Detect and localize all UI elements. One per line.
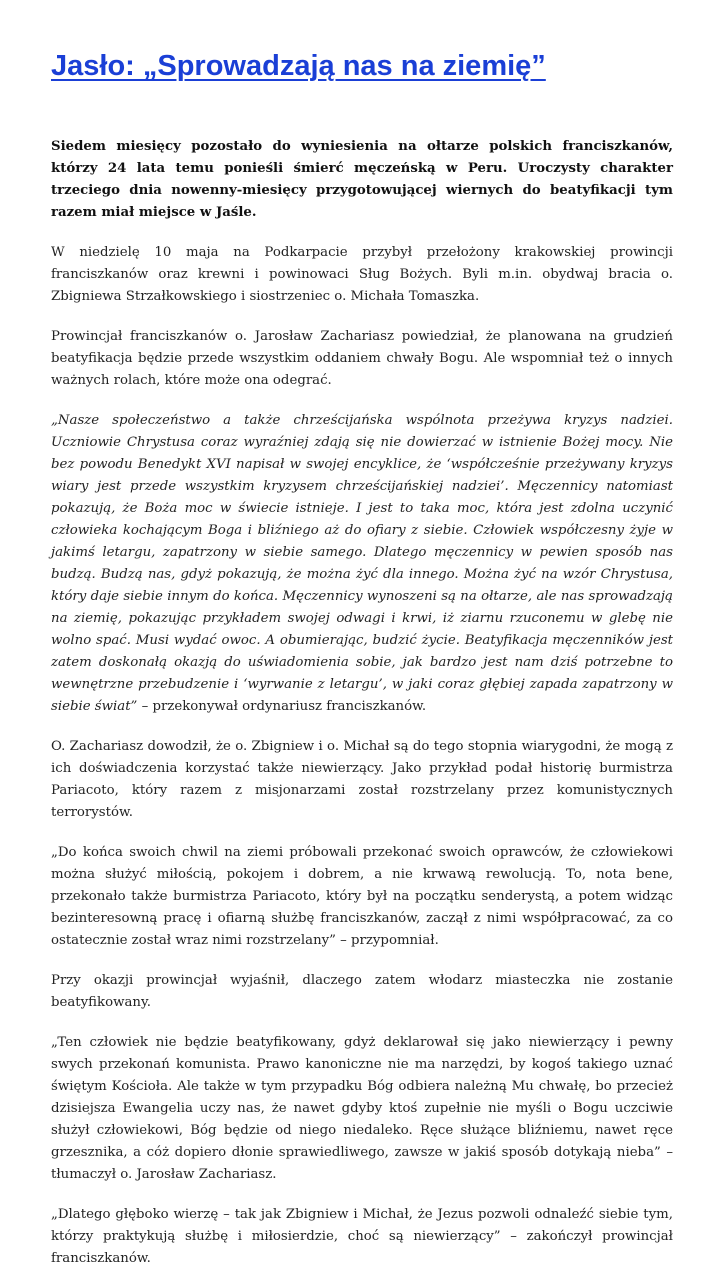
- article: [51, 40, 673, 1270]
- article-title: [51, 40, 673, 92]
- paragraph: „Do końca swoich chwil na ziemi próbowali przekonać swoich oprawców, że człowiekowi można służyć miłością, pokojem i dobrem, a nie krwawą rewolucją. To, nota bene, przekonało także burmistrza Pariacoto, który był na początku senderystą, a potem widząc bezinteresowną pracę i ofiarną służbę franciszkanów, zaczął z nimi współpracować, za co ostatecznie został wraz nimi rozstrzelany” – przypomniał.: [51, 845, 673, 948]
- paragraph: W niedzielę 10 maja na Podkarpacie przybył przełożony krakowskiej prowincji franciszkanów oraz krewni i powinowaci Sług Bożych. Byli m.in. obydwaj bracia o. Zbigniewa Strzałkowskiego i siostrzeniec o. Michała Tomaszka.: [51, 245, 673, 304]
- quote-paragraph: [51, 410, 673, 718]
- paragraph: „Ten człowiek nie będzie beatyfikowany, gdyż deklarował się jako niewierzący i pewny swych przekonań komunista. Prawo kanoniczne nie ma narzędzi, by kogoś takiego uznać świętym Kościoła. Ale także w tym przypadku Bóg odbiera należną Mu chwałę, bo przecież dzisiejsza Ewangelia uczy nas, że nawet gdyby ktoś zupełnie nie myśli o Bogu uczciwie służył człowiekowi, Bóg będzie od niego niedaleko. Ręce służące bliźniemu, nawet ręce grzesznika, a cóż dopiero dłonie sprawiedliwego, zawsze w jakiś sposób dotykają nieba” – tłumaczył o. Jarosław Zachariasz.: [51, 1035, 673, 1182]
- quote-italic-text: „Nasze społeczeństwo a także chrześcijańska wspólnota przeżywa kryzys nadziei. Uczniowie Chrystusa coraz wyraźniej zdają się nie dowierzać w istnienie Bożej mocy. Nie bez powodu Benedykt XVI napisał w swojej encyklice, że ‘współcześnie przeżywany kryzys wiary jest przede wszystkim kryzysem chrześcijańskiej nadziei’. Męczennicy natomiast pokazują, że Boża moc w świecie istnieje. I jest to taka moc, która jest zdolna uczynić człowieka kochającym Boga i bliźniego aż do ofiary z siebie. Człowiek współczesny żyje w jakimś letargu, zapatrzony w siebie samego. Dlatego męczennicy w pewien sposób nas budzą. Budzą nas, gdyż pokazują, że można żyć dla innego. Można żyć na wzór Chrystusa, który daje siebie innym do końca. Męczennicy wynoszeni są na ołtarze, ale nas sprowadzają na ziemię, pokazując przykładem swojej odwagi i krwi, iż ziarnu rzuconemu w glebę nie wolno spać. Musi wydać owoc. A obumierając, budzić życie. Beatyfikacja męczenników jest zatem doskonałą okazją do uświadomienia sobie, jak bardzo jest nam dziś potrzebne to wewnętrzne przebudzenie i ‘wyrwanie z letargu’, w jaki coraz głębiej zapada zapatrzony w siebie świat”: [51, 413, 673, 714]
- quote-attribution: – przekonywał ordynariusz franciszkanów.: [137, 699, 427, 714]
- paragraph: Prowincjał franciszkanów o. Jarosław Zachariasz powiedział, że planowana na grudzień beatyfikacja będzie przede wszystkim oddaniem chwały Bogu. Ale wspomniał też o innych ważnych rolach, które może ona odegrać.: [51, 329, 673, 388]
- article-lead: Siedem miesięcy pozostało do wyniesienia na ołtarze polskich franciszkanów, którzy 24 lata temu ponieśli śmierć męczeńską w Peru. Uroczysty charakter trzeciego dnia nowenny-miesięcy przygotowującej wiernych do beatyfikacji tym razem miał miejsce w Jaśle.: [51, 139, 673, 220]
- paragraph: O. Zachariasz dowodził, że o. Zbigniew i o. Michał są do tego stopnia wiarygodni, że mogą z ich doświadczenia korzystać także niewierzący. Jako przykład podał historię burmistrza Pariacoto, który razem z misjonarzami został rozstrzelany przez komunistycznych terrorystów.: [51, 739, 673, 820]
- paragraph: „Dlatego głęboko wierzę – tak jak Zbigniew i Michał, że Jezus pozwoli odnaleźć siebie tym, którzy praktykują służbę i miłosierdzie, choć są niewierzący” – zakończył prowincjał franciszkanów.: [51, 1207, 673, 1266]
- paragraph: Przy okazji prowincjał wyjaśnił, dlaczego zatem włodarz miasteczka nie zostanie beatyfikowany.: [51, 973, 673, 1010]
- article-title-link[interactable]: Jasło: „Sprowadzają nas na ziemię”: [51, 50, 546, 82]
